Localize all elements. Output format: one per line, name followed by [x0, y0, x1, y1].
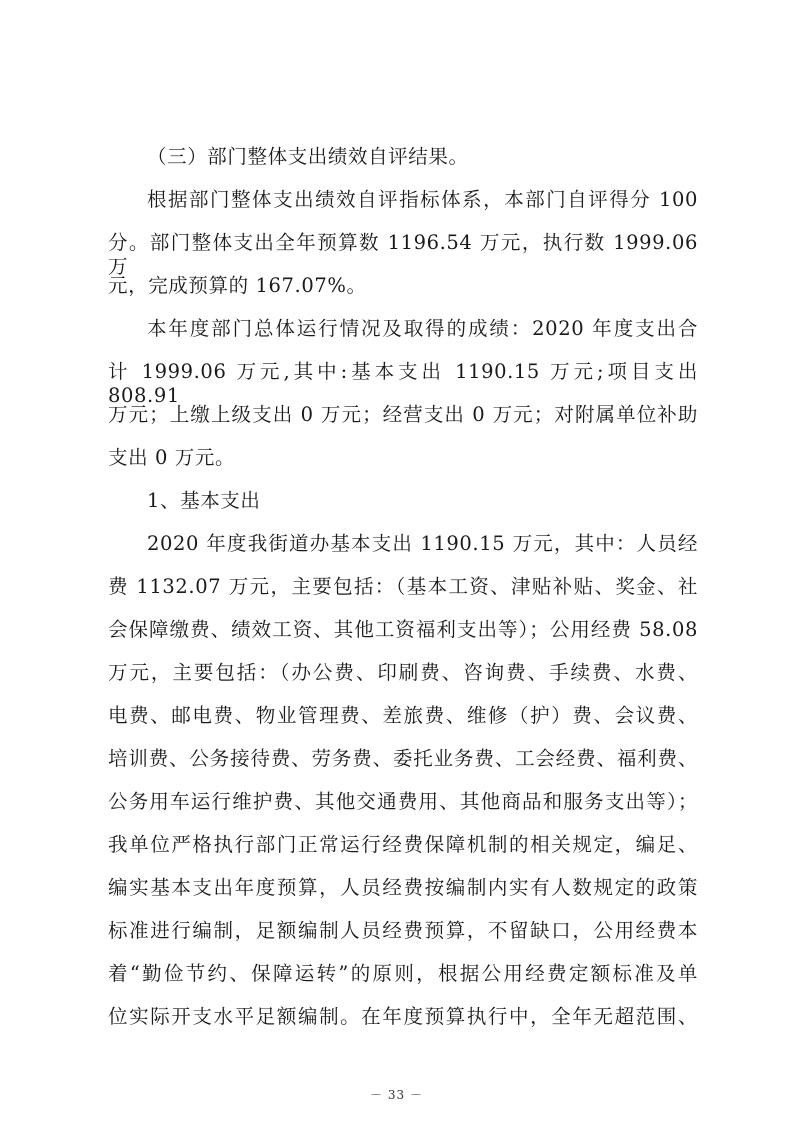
paragraph-line: 公务用车运行维护费、其他交通费用、其他商品和服务支出等）；	[108, 790, 698, 813]
paragraph-line: 位实际开支水平足额编制。在年度预算执行中，全年无超范围、	[108, 1005, 698, 1028]
paragraph-line: 培训费、公务接待费、劳务费、委托业务费、工会经费、福利费、	[108, 747, 698, 770]
paragraph-line: 万元，主要包括：（办公费、印刷费、咨询费、手续费、水费、	[108, 661, 698, 684]
paragraph-line: 我单位严格执行部门正常运行经费保障机制的相关规定，编足、	[108, 833, 698, 856]
paragraph-line: 电费、邮电费、物业管理费、差旅费、维修（护）费、会议费、	[108, 704, 698, 727]
paragraph-line: 支出 0 万元。	[108, 446, 236, 469]
paragraph-line: 编实基本支出年度预算，人员经费按编制内实有人数规定的政策	[108, 876, 698, 899]
paragraph-line: 标准进行编制，足额编制人员经费预算，不留缺口，公用经费本	[108, 919, 698, 942]
paragraph-line: 本年度部门总体运行情况及取得的成绩：2020 年度支出合	[147, 317, 698, 340]
paragraph-line: 根据部门整体支出绩效自评指标体系，本部门自评得分 100	[147, 188, 698, 211]
paragraph-line: 元，完成预算的 167.07%。	[108, 274, 367, 297]
paragraph-line: 分。部门整体支出全年预算数 1196.54 万元，执行数 1999.06 万	[108, 231, 698, 278]
paragraph-line: 2020 年度我街道办基本支出 1190.15 万元，其中：人员经	[147, 532, 698, 555]
subsection-heading: 1、基本支出	[147, 489, 261, 512]
paragraph-line: 会保障缴费、绩效工资、其他工资福利支出等）；公用经费 58.08	[108, 618, 698, 641]
section-heading: （三）部门整体支出绩效自评结果。	[147, 145, 469, 168]
page-number: － 33 －	[370, 1088, 423, 1102]
paragraph-line: 费 1132.07 万元，主要包括：（基本工资、津贴补贴、奖金、社	[108, 575, 698, 598]
paragraph-line: 计 1999.06 万元,其中:基本支出 1190.15 万元;项目支出 808.91	[108, 360, 698, 407]
paragraph-line: 着“勤俭节约、保障运转”的原则，根据公用经费定额标准及单	[108, 962, 698, 985]
paragraph-line: 万元；上缴上级支出 0 万元；经营支出 0 万元；对附属单位补助	[108, 403, 698, 426]
